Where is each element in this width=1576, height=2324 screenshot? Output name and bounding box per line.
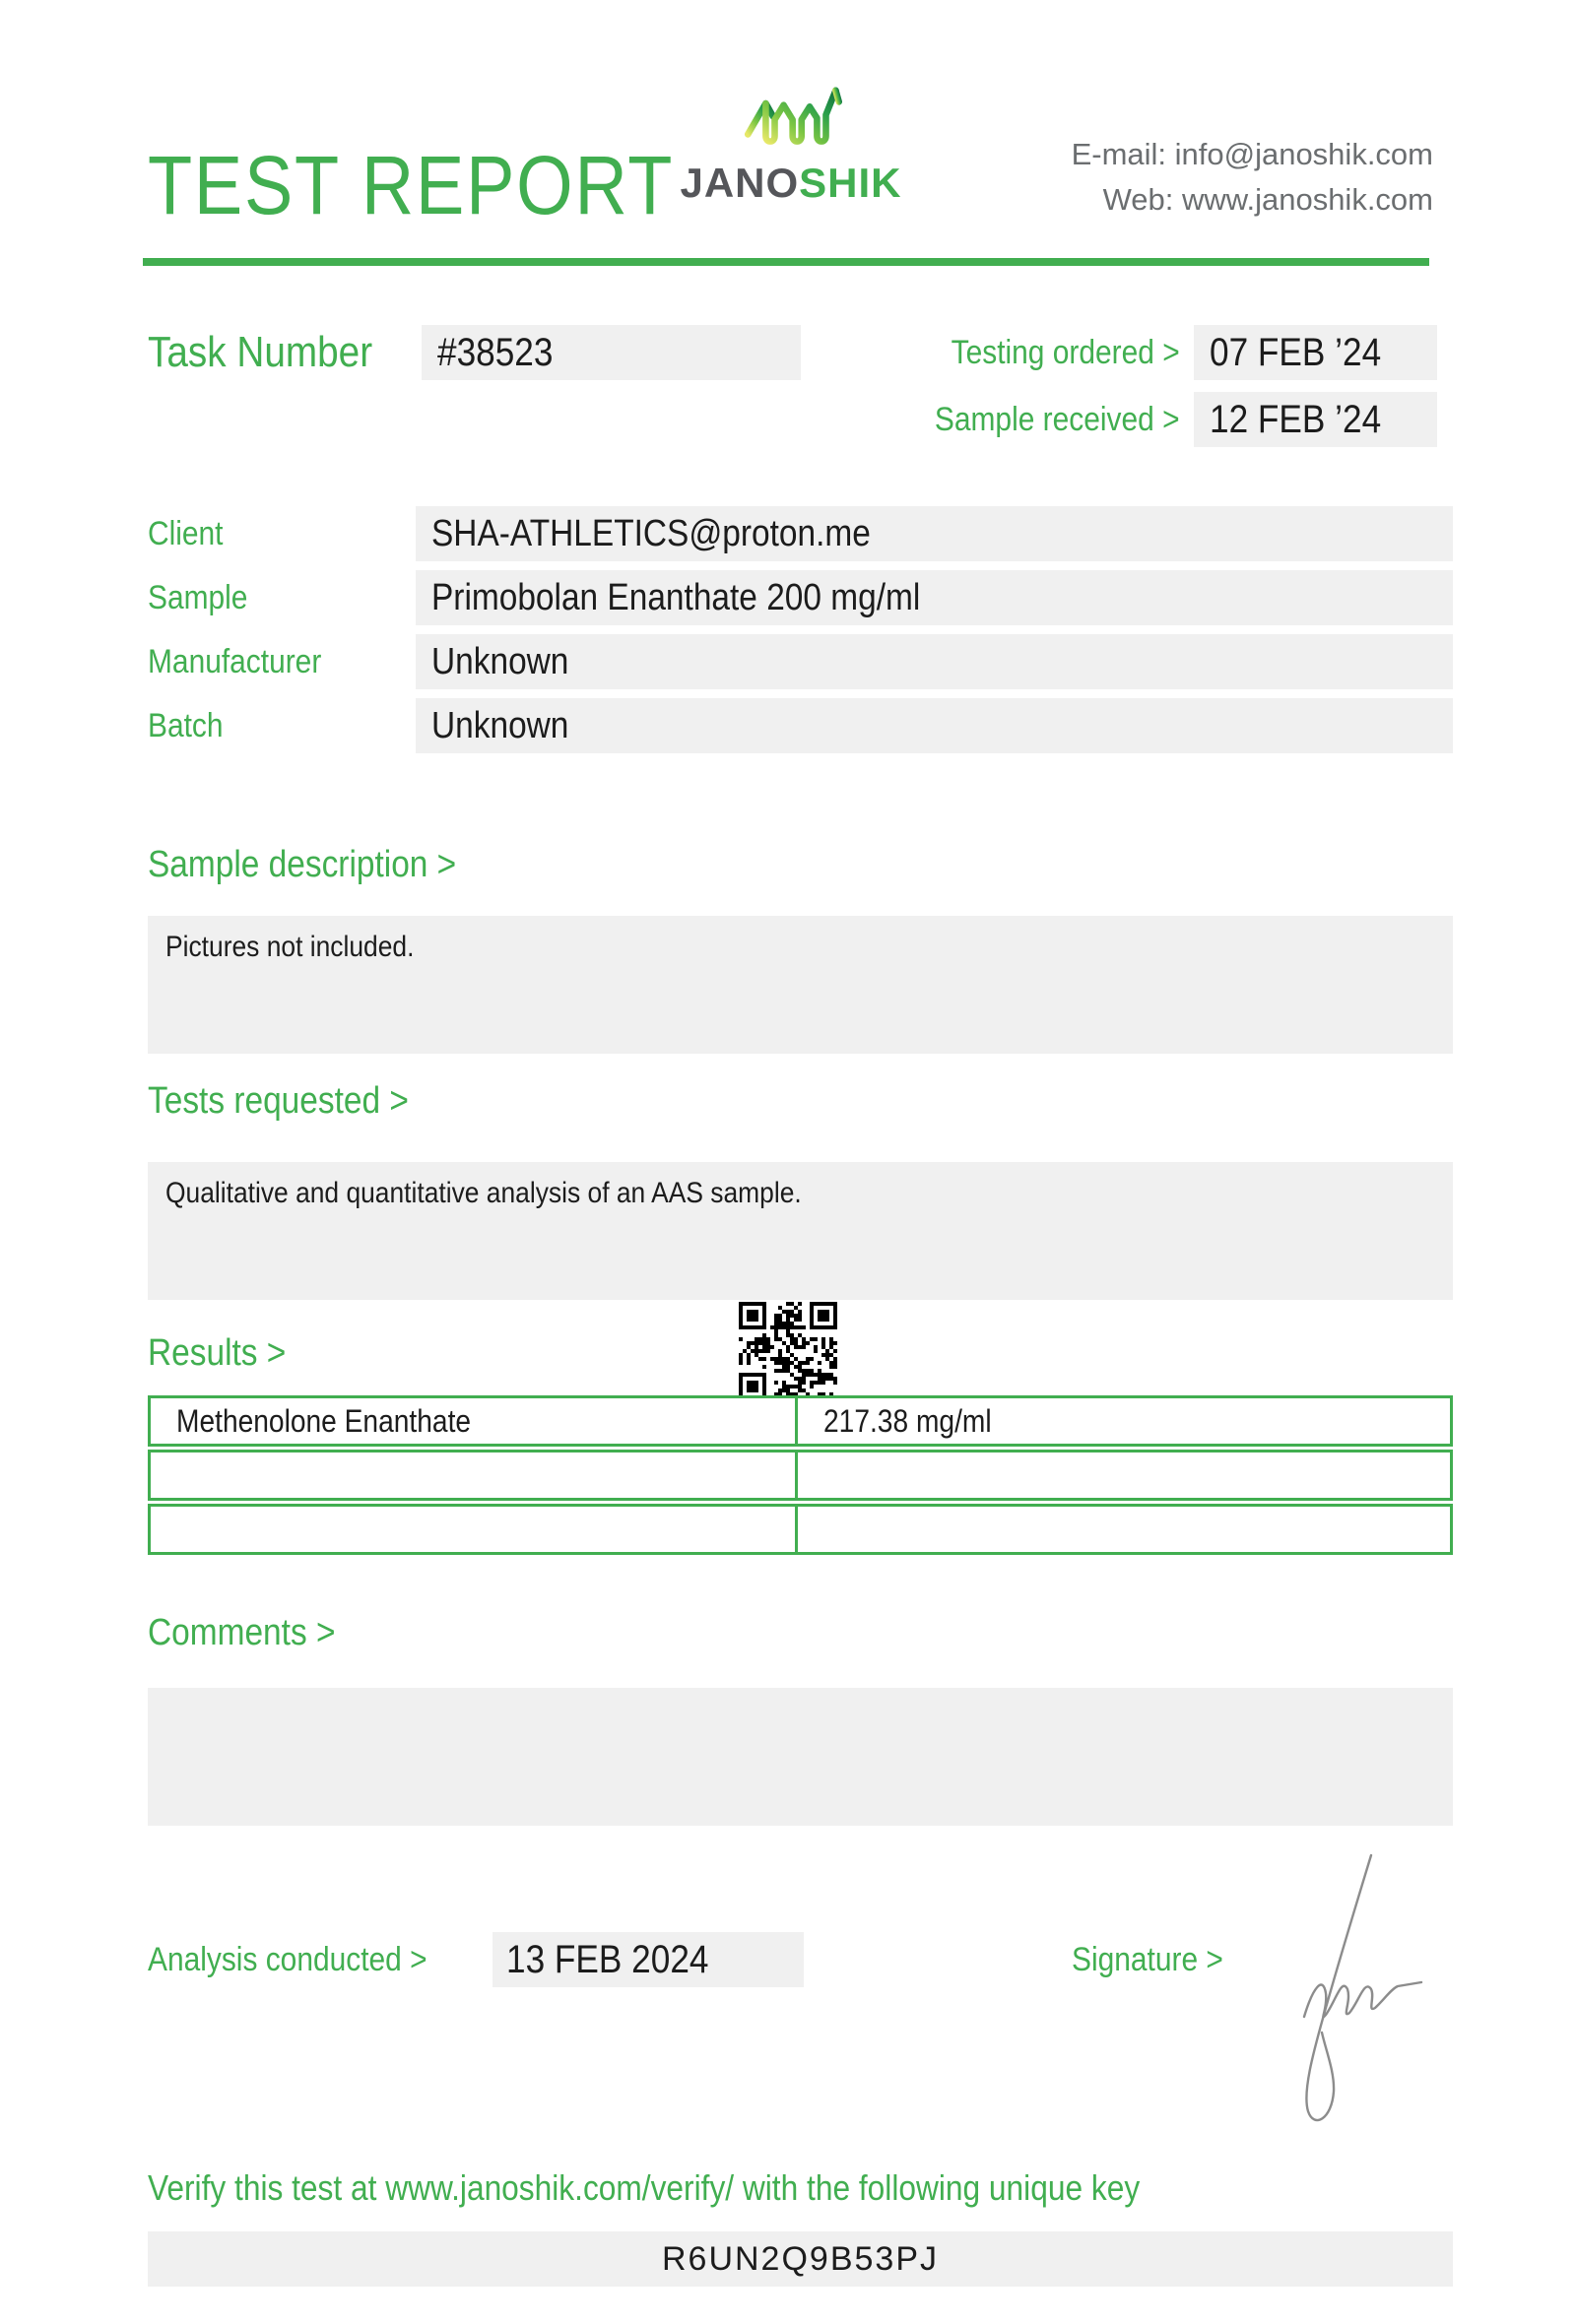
results-table-row	[148, 1504, 1453, 1555]
report-title	[148, 139, 746, 231]
substance-cell: Methenolone Enanthate	[151, 1398, 798, 1444]
verify-text: Verify this test at www.janoshik.com/verify/ with the following unique key	[148, 2167, 1141, 2208]
substance-cell	[151, 1507, 798, 1552]
info-row-label-manufacturer: Manufacturer	[148, 643, 322, 680]
logo-part-shik: SHIK	[799, 160, 902, 206]
email-line: E-mail: info@janoshik.com	[1071, 137, 1433, 171]
info-row-label-sample: Sample	[148, 579, 248, 616]
contact-info	[1072, 132, 1433, 223]
sample-received-value: 12 FEB ’24	[1194, 392, 1437, 447]
results-table-row	[148, 1395, 1453, 1447]
comments-heading: Comments >	[148, 1612, 336, 1653]
sample-description-text: Pictures not included.	[165, 931, 415, 963]
task-number-value: #38523	[422, 325, 801, 380]
sample-description-box	[148, 916, 1453, 1054]
logo-part-jano: JANO	[680, 160, 800, 206]
info-row-value-client: SHA-ATHLETICS@proton.me	[416, 506, 1453, 561]
amount-cell	[798, 1452, 1450, 1498]
amount-cell: 217.38 mg/ml	[822, 1402, 992, 1439]
verify-key-box	[148, 2231, 1453, 2287]
amount-cell	[798, 1507, 1450, 1552]
analysis-conducted-label: Analysis conducted >	[148, 1941, 427, 1978]
comments-box	[148, 1688, 1453, 1826]
testing-ordered-value: 07 FEB ’24	[1194, 325, 1437, 380]
verify-key-value: R6UN2Q9B53PJ	[661, 2240, 939, 2278]
qr-code	[739, 1302, 837, 1400]
tests-requested-heading: Tests requested >	[148, 1080, 409, 1122]
info-row-value-batch: Unknown	[416, 698, 1453, 753]
info-row-label-batch: Batch	[148, 707, 224, 744]
analysis-date-value: 13 FEB 2024	[492, 1932, 804, 1987]
signature-label: Signature >	[1072, 1941, 1223, 1978]
logo-wordmark	[680, 160, 901, 207]
results-heading: Results >	[148, 1332, 287, 1374]
report-title-text: TEST REPORT	[148, 139, 675, 231]
tests-requested-box	[148, 1162, 1453, 1300]
info-row-value-manufacturer: Unknown	[416, 634, 1453, 689]
sample-description-heading: Sample description >	[148, 844, 457, 885]
info-row-value-sample: Primobolan Enanthate 200 mg/ml	[416, 570, 1453, 625]
brand-logo	[678, 63, 904, 207]
results-table-row	[148, 1450, 1453, 1501]
web-line: Web: www.janoshik.com	[1102, 182, 1433, 217]
signature-image	[1280, 1849, 1448, 2135]
header-rule	[143, 258, 1429, 266]
logo-trend-arrows-icon	[740, 63, 842, 154]
sample-received-label: Sample received >	[935, 401, 1180, 438]
testing-ordered-label: Testing ordered >	[951, 334, 1180, 371]
info-row-label-client: Client	[148, 515, 224, 552]
task-number-label: Task Number	[148, 328, 373, 376]
results-table	[148, 1395, 1453, 1558]
tests-requested-text: Qualitative and quantitative analysis of an AAS sample.	[165, 1177, 802, 1209]
substance-cell	[151, 1452, 798, 1498]
